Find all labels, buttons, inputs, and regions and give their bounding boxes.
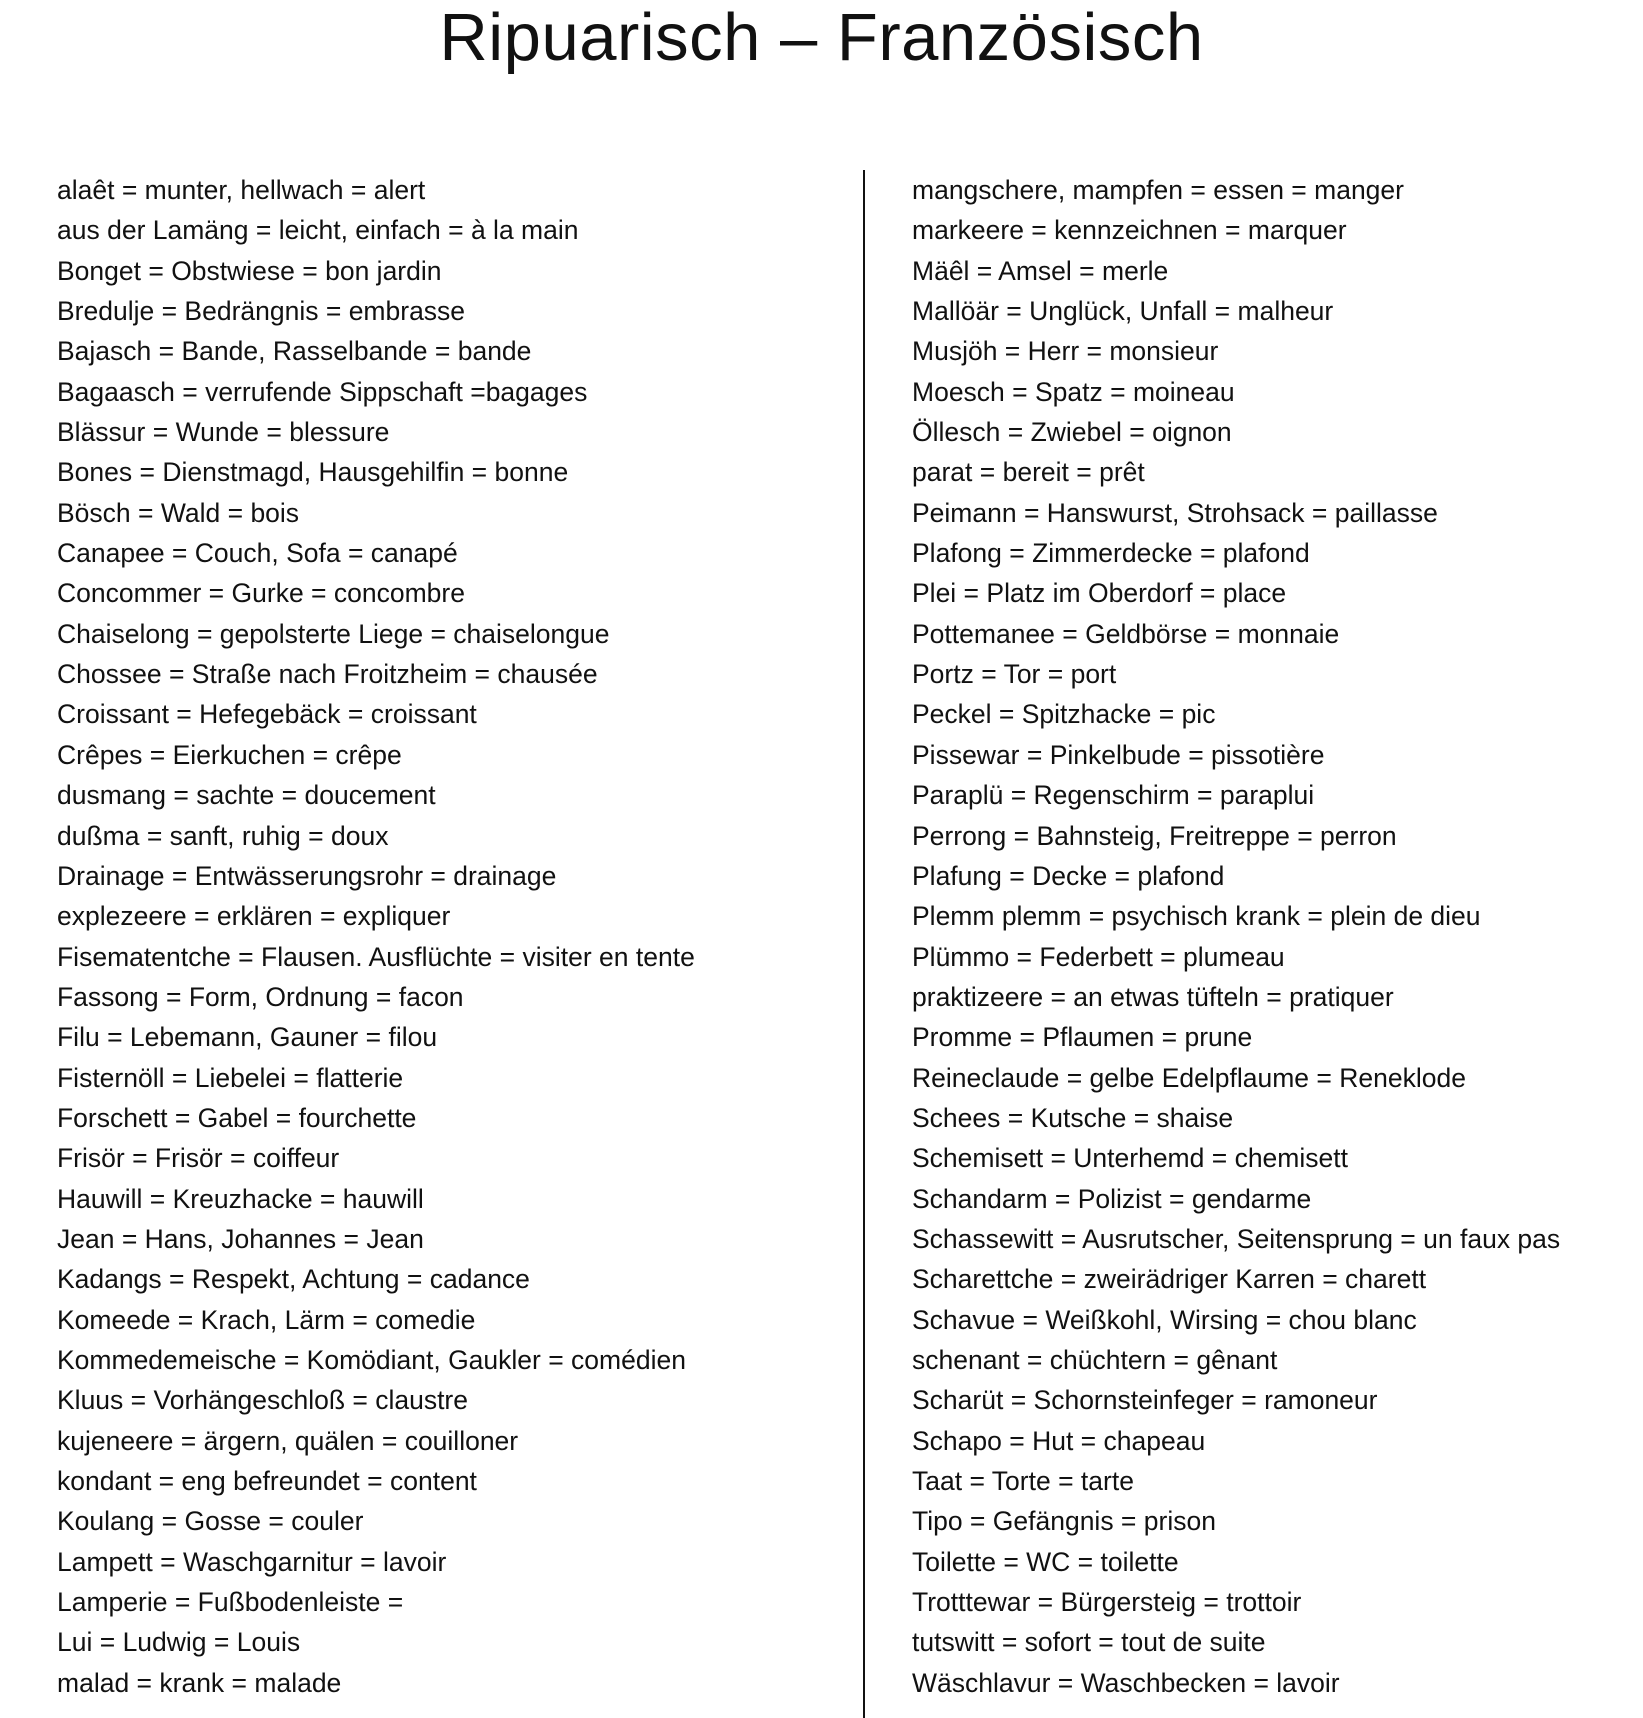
word-entry: Wäschlavur = Waschbecken = lavoir	[912, 1667, 1340, 1698]
word-entry: Bagaasch = verrufende Sippschaft =bagages	[57, 376, 588, 407]
word-entry: Mäêl = Amsel = merle	[912, 255, 1169, 286]
word-entry: Lui = Ludwig = Louis	[57, 1627, 301, 1658]
word-entry: Kluus = Vorhängeschloß = claustre	[57, 1385, 468, 1416]
word-entry: tutswitt = sofort = tout de suite	[912, 1627, 1266, 1658]
word-entry: Öllesch = Zwiebel = oignon	[912, 417, 1232, 448]
word-entry: Concommer = Gurke = concombre	[57, 578, 465, 609]
word-entry: Kadangs = Respekt, Achtung = cadance	[57, 1264, 530, 1295]
word-entry: Schavue = Weißkohl, Wirsing = chou blanc	[912, 1304, 1417, 1335]
word-entry: Forschett = Gabel = fourchette	[57, 1102, 417, 1133]
word-entry: praktizeere = an etwas tüfteln = pratiquer	[912, 981, 1394, 1012]
word-entry: Bonget = Obstwiese = bon jardin	[57, 255, 442, 286]
word-entry: Plemm plemm = psychisch krank = plein de dieu	[912, 901, 1481, 932]
word-entry: malad = krank = malade	[57, 1667, 342, 1698]
word-entry: Mallöär = Unglück, Unfall = malheur	[912, 296, 1334, 327]
word-entry: Komeede = Krach, Lärm = comedie	[57, 1304, 476, 1335]
word-entry: parat = bereit = prêt	[912, 457, 1145, 488]
word-entry: Jean = Hans, Johannes = Jean	[57, 1223, 424, 1254]
word-entry: Perrong = Bahnsteig, Freitreppe = perron	[912, 820, 1397, 851]
word-entry: Chossee = Straße nach Froitzheim = chausée	[57, 659, 598, 690]
word-entry: Koulang = Gosse = couler	[57, 1506, 364, 1537]
word-entry: Pottemanee = Geldbörse = monnaie	[912, 618, 1340, 649]
word-entry: Trotttewar = Bürgersteig = trottoir	[912, 1587, 1302, 1618]
word-entry: Scharüt = Schornsteinfeger = ramoneur	[912, 1385, 1378, 1416]
word-entry: Pissewar = Pinkelbude = pissotière	[912, 739, 1325, 770]
word-entry: Schassewitt = Ausrutscher, Seitensprung = un faux pas	[912, 1223, 1561, 1254]
word-entry: alaêt = munter, hellwach = alert	[57, 175, 426, 205]
word-entry: Promme = Pflaumen = prune	[912, 1022, 1253, 1053]
word-entry: Fassong = Form, Ordnung = facon	[57, 981, 464, 1012]
word-entry: Musjöh = Herr = monsieur	[912, 336, 1219, 367]
word-entry: dusmang = sachte = doucement	[57, 780, 436, 811]
page-title: Ripuarisch – Französisch	[439, 0, 1204, 75]
word-entry: Bajasch = Bande, Rasselbande = bande	[57, 336, 532, 367]
column-divider	[863, 170, 865, 1718]
word-entry: Scharettche = zweirädriger Karren = charett	[912, 1264, 1427, 1295]
word-entry: kujeneere = ärgern, quälen = couilloner	[57, 1425, 519, 1456]
word-entry: markeere = kennzeichnen = marquer	[912, 215, 1347, 246]
word-entry: Schemisett = Unterhemd = chemisett	[912, 1143, 1348, 1174]
word-entry: Bredulje = Bedrängnis = embrasse	[57, 296, 466, 327]
word-entry: aus der Lamäng = leicht, einfach = à la main	[57, 215, 579, 246]
word-entry: Fisternöll = Liebelei = flatterie	[57, 1062, 404, 1093]
word-entry: Filu = Lebemann, Gauner = filou	[57, 1022, 438, 1053]
word-entry: dußma = sanft, ruhig = doux	[57, 820, 389, 851]
word-entry: Portz = Tor = port	[912, 659, 1117, 690]
word-entry: Hauwill = Kreuzhacke = hauwill	[57, 1183, 424, 1214]
word-entry: Plümmo = Federbett = plumeau	[912, 941, 1285, 972]
word-entry: Toilette = WC = toilette	[912, 1546, 1179, 1577]
word-entry: Croissant = Hefegebäck = croissant	[57, 699, 477, 730]
word-entry: mangschere, mampfen = essen = manger	[912, 175, 1404, 205]
right-word-column	[912, 170, 1640, 1703]
word-entry: Plei = Platz im Oberdorf = place	[912, 578, 1287, 609]
word-entry: Plafong = Zimmerdecke = plafond	[912, 538, 1310, 569]
left-word-column	[57, 170, 847, 1703]
word-entry: Taat = Torte = tarte	[912, 1466, 1134, 1496]
word-entry: Drainage = Entwässerungsrohr = drainage	[57, 860, 557, 891]
word-entry: explezeere = erklären = expliquer	[57, 901, 451, 932]
word-entry: Reineclaude = gelbe Edelpflaume = Reneklode	[912, 1062, 1466, 1093]
word-entry: Schapo = Hut = chapeau	[912, 1425, 1206, 1456]
word-entry: Bones = Dienstmagd, Hausgehilfin = bonne	[57, 457, 569, 488]
word-entry: Fisematentche = Flausen. Ausflüchte = visiter en tente	[57, 941, 695, 972]
word-entry: Frisör = Frisör = coiffeur	[57, 1143, 340, 1174]
word-entry: Crêpes = Eierkuchen = crêpe	[57, 739, 402, 770]
word-entry: Lampett = Waschgarnitur = lavoir	[57, 1546, 447, 1577]
word-entry: Moesch = Spatz = moineau	[912, 376, 1235, 407]
word-entry: kondant = eng befreundet = content	[57, 1466, 477, 1496]
word-entry: Chaiselong = gepolsterte Liege = chaiselongue	[57, 618, 610, 649]
word-entry: Lamperie = Fußbodenleiste =	[57, 1587, 404, 1618]
word-entry: Tipo = Gefängnis = prison	[912, 1506, 1216, 1537]
word-entry: Plafung = Decke = plafond	[912, 860, 1225, 891]
word-entry: Canapee = Couch, Sofa = canapé	[57, 538, 458, 569]
word-entry: Peckel = Spitzhacke = pic	[912, 699, 1216, 730]
word-entry: Bösch = Wald = bois	[57, 497, 300, 528]
word-entry: Paraplü = Regenschirm = paraplui	[912, 780, 1315, 811]
word-entry: schenant = chüchtern = gênant	[912, 1344, 1278, 1375]
word-entry: Kommedemeische = Komödiant, Gaukler = comédien	[57, 1344, 686, 1375]
word-entry: Schandarm = Polizist = gendarme	[912, 1183, 1312, 1214]
word-entry: Peimann = Hanswurst, Strohsack = paillasse	[912, 497, 1438, 528]
word-entry: Schees = Kutsche = shaise	[912, 1102, 1234, 1133]
word-entry: Blässur = Wunde = blessure	[57, 417, 390, 448]
